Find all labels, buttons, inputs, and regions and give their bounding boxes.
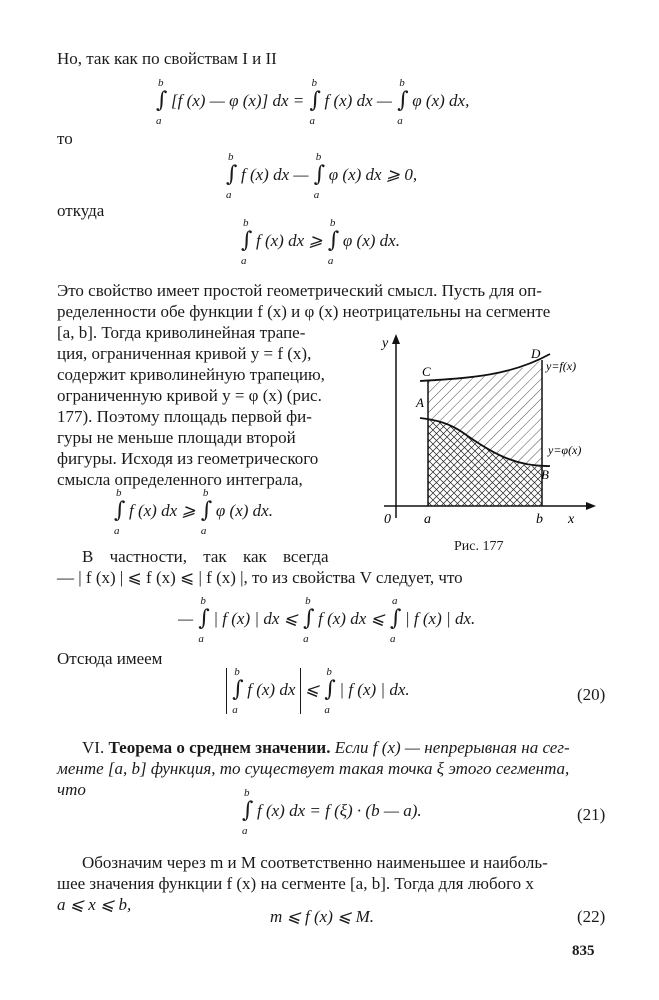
point-D: D <box>531 346 541 361</box>
theorem-heading <box>82 737 570 759</box>
integral-sign: b ∫ a <box>242 787 254 837</box>
integral-sign: b ∫ a <box>324 666 336 716</box>
point-B: B <box>541 467 549 482</box>
text-line: гуры не меньше площади второй <box>57 428 296 447</box>
text-line: [a, b]. Тогда криволинейная трапе- <box>57 323 306 342</box>
equation-6: b ∫ a f (x) dx ⩽ b ∫ a | f (x) | dx. <box>226 668 410 714</box>
integral-sign: b ∫ a <box>309 77 321 127</box>
text-line: смысла определенного интеграла, <box>57 470 303 489</box>
equation-1: b ∫ a [f (x) — φ (x)] dx = b ∫ a f (x) dx — b ∫ a φ (x) dx, <box>156 77 470 127</box>
integral-sign: b ∫ a <box>313 151 326 201</box>
text-line: фигуры. Исходя из геометрического <box>57 449 319 468</box>
equation-4: b ∫ a f (x) dx ⩾ b ∫ a φ (x) dx. <box>114 487 273 537</box>
origin-label: 0 <box>384 512 391 527</box>
equation-number-20: (20) <box>577 685 606 704</box>
word-to: то <box>57 129 73 148</box>
point-C: C <box>422 364 431 379</box>
integral-sign: a ∫ a <box>390 595 402 645</box>
text-line: 177). Поэтому площадь первой фи- <box>57 407 312 426</box>
point-A: A <box>416 395 424 410</box>
integral-sign: b ∫ a <box>114 487 126 537</box>
theorem-title: Теорема о среднем значении. <box>108 738 331 757</box>
figure-caption: Рис. 177 <box>454 539 504 554</box>
x-axis-arrow-icon <box>586 502 596 510</box>
figure-177 <box>370 332 600 532</box>
text-line: ределенности обе функции f (x) и φ (x) неотрицательны на сегменте <box>57 302 551 321</box>
a-label: a <box>424 512 431 527</box>
text-line: содержит криволинейную трапецию, <box>57 365 325 384</box>
text-line: ция, ограниченная кривой y = f (x), <box>57 344 312 363</box>
equation-number-21: (21) <box>577 805 606 824</box>
integral-sign: b ∫ a <box>198 595 210 645</box>
integral-sign: b ∫ a <box>200 487 213 537</box>
text-line: Это свойство имеет простой геометрический смысл. Пусть для оп- <box>57 281 542 300</box>
text-line: a ⩽ x ⩽ b, <box>57 895 132 914</box>
b-label: b <box>536 512 543 527</box>
f-curve-label: y=f(x) <box>546 359 577 373</box>
page-number: 835 <box>572 943 595 959</box>
text-line: — | f (x) | ⩽ f (x) ⩽ | f (x) |, то из свойства V следует, что <box>57 568 463 587</box>
integral-sign: b ∫ a <box>303 595 315 645</box>
text-line: В частности, так как всегда <box>82 547 329 566</box>
text-line: Обозначим через m и M соответственно наименьшее и наиболь- <box>82 853 548 872</box>
y-axis-arrow-icon <box>392 334 400 344</box>
theorem-number: VI. <box>82 738 105 757</box>
equation-5: — b ∫ a | f (x) | dx ⩽ b ∫ a f (x) dx ⩽ a ∫ a | f (x) | dx. <box>178 595 476 645</box>
integral-sign: b ∫ a <box>241 217 253 267</box>
x-label: x <box>568 512 575 527</box>
theorem-text: Если f (x) — непрерывная на сег- <box>334 738 570 757</box>
integral-sign: b ∫ a <box>397 77 409 127</box>
theorem-text: менте [a, b] функция, то существует такая точка ξ этого сегмента, <box>57 759 570 778</box>
text-line: ограниченную кривой y = φ (x) (рис. <box>57 386 322 405</box>
theorem-text: что <box>57 780 86 799</box>
intro-line: Но, так как по свойствам I и II <box>57 49 277 68</box>
equation-8: m ⩽ f (x) ⩽ M. <box>270 907 375 926</box>
word-otsyuda: Отсюда имеем <box>57 649 163 668</box>
phi-curve-label: y=φ(x) <box>548 443 582 457</box>
integral-sign: b ∫ a <box>232 666 244 716</box>
equation-3: b ∫ a f (x) dx ⩾ b ∫ a φ (x) dx. <box>241 217 400 267</box>
y-label: y <box>382 336 389 351</box>
word-otkuda: откуда <box>57 201 105 220</box>
equation-7: b ∫ a f (x) dx = f (ξ) · (b — a). <box>242 787 422 837</box>
integral-sign: b ∫ a <box>156 77 168 127</box>
equation-2: b ∫ a f (x) dx — b ∫ a φ (x) dx ⩾ 0, <box>226 151 418 201</box>
integral-sign: b ∫ a <box>327 217 340 267</box>
integral-sign: b ∫ a <box>226 151 238 201</box>
equation-number-22: (22) <box>577 907 606 926</box>
text-line: шее значения функции f (x) на сегменте [a, b]. Тогда для любого x <box>57 874 534 893</box>
